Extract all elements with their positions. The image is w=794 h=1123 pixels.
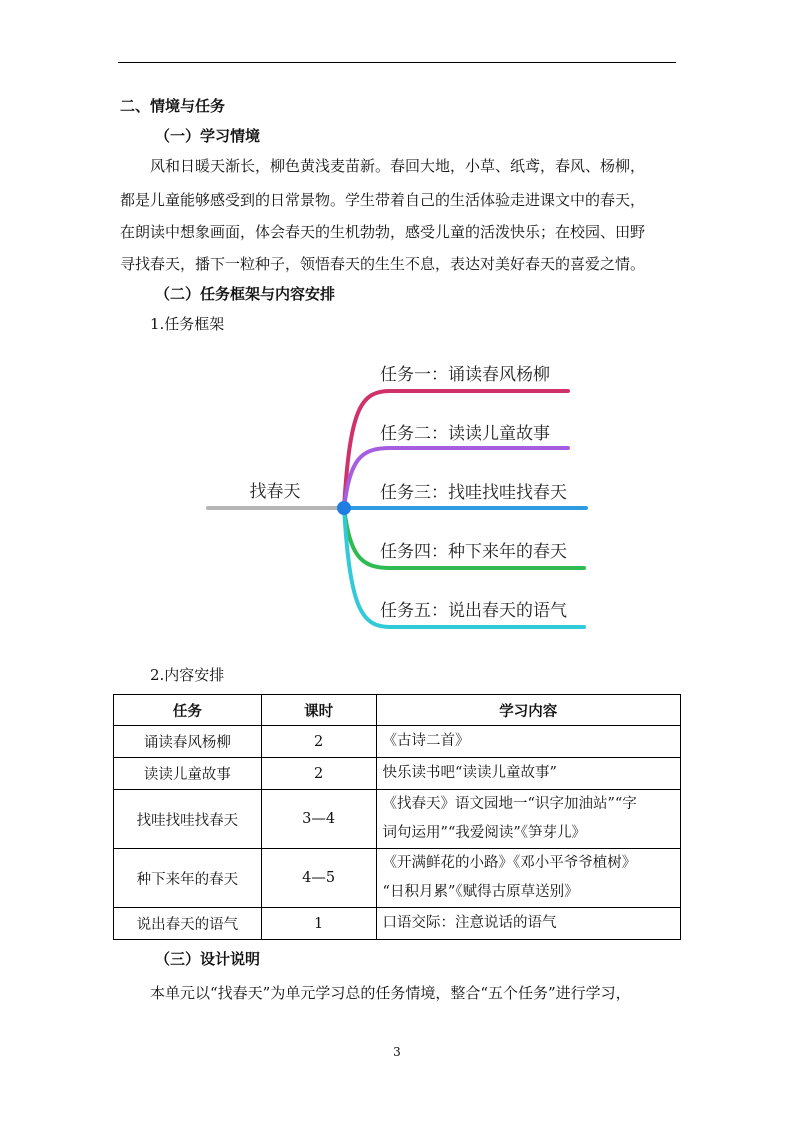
content-cell	[376, 758, 680, 790]
paragraph-line: 风和日暖天渐长，柳色黄浅麦苗新。春回大地，小草、纸鸢，春风、杨柳，	[150, 157, 646, 175]
task-cell: 种下来年的春天	[114, 849, 262, 908]
content-cell	[376, 849, 680, 908]
mindmap-branch-label: 任务三：找哇找哇找春天	[380, 483, 567, 503]
mindmap-root-label: 找春天	[249, 482, 301, 502]
content-line: 快乐读书吧“读读儿童故事”	[382, 765, 557, 781]
mindmap-branch-label: 任务一：诵读春风杨柳	[380, 365, 550, 385]
content-cell	[376, 726, 680, 758]
content-line: 《开满鲜花的小路》《邓小平爷爷植树》	[382, 855, 637, 871]
table-row	[114, 908, 681, 940]
content-cell	[376, 908, 680, 940]
hours-cell: 3—4	[261, 790, 376, 849]
mindmap-branch-label: 任务五：说出春天的语气	[380, 601, 567, 621]
table-header-cell: 学习内容	[376, 695, 680, 726]
table-header-row	[114, 695, 681, 726]
task-cell: 诵读春风杨柳	[114, 726, 262, 758]
paragraph-line: 都是儿童能够感受到的日常景物。学生带着自己的生活体验走进课文中的春天，	[120, 191, 646, 209]
mindmap-diagram	[200, 350, 600, 640]
table-row	[114, 790, 681, 849]
subheading-task-framework: （二）任务框架与内容安排	[155, 285, 336, 303]
hours-cell: 1	[261, 908, 376, 940]
item-content-arrangement: 2.内容安排	[150, 666, 225, 684]
table-row	[114, 726, 681, 758]
mindmap-root-node	[337, 501, 351, 515]
task-cell: 读读儿童故事	[114, 758, 262, 790]
header-rule	[118, 62, 676, 63]
content-line: “日积月累”《赋得古原草送别》	[382, 884, 579, 900]
page-number: 3	[393, 1045, 401, 1059]
section-heading: 二、情境与任务	[120, 97, 226, 115]
paragraph-line: 在朗读中想象画面，体会春天的生机勃勃，感受儿童的活泼快乐；在校园、田野	[120, 223, 646, 241]
subheading-learning-context: （一）学习情境	[155, 127, 261, 145]
subheading-design-notes: （三）设计说明	[155, 950, 261, 968]
content-table	[113, 694, 681, 940]
hours-cell: 4—5	[261, 849, 376, 908]
paragraph-line: 寻找春天，播下一粒种子，领悟春天的生生不息，表达对美好春天的喜爱之情。	[120, 255, 646, 273]
task-cell: 找哇找哇找春天	[114, 790, 262, 849]
table-row	[114, 849, 681, 908]
content-cell	[376, 790, 680, 849]
table-header-cell: 任务	[114, 695, 262, 726]
hours-cell: 2	[261, 726, 376, 758]
content-line: 词句运用”“我爱阅读”《笋芽儿》	[382, 825, 587, 841]
content-line: 口语交际：注意说话的语气	[382, 915, 557, 931]
content-line: 《古诗二首》	[382, 733, 470, 749]
mindmap-branch-label: 任务二：读读儿童故事	[380, 424, 550, 444]
paragraph-line: 本单元以“找春天”为单元学习总的任务情境，整合“五个任务”进行学习，	[150, 984, 631, 1002]
mindmap-branch-label: 任务四：种下来年的春天	[380, 542, 567, 562]
hours-cell: 2	[261, 758, 376, 790]
task-cell: 说出春天的语气	[114, 908, 262, 940]
table-row	[114, 758, 681, 790]
content-line: 《找春天》语文园地一“识字加油站”“字	[382, 796, 637, 812]
table-header-cell: 课时	[261, 695, 376, 726]
item-task-framework: 1.任务框架	[150, 315, 225, 333]
